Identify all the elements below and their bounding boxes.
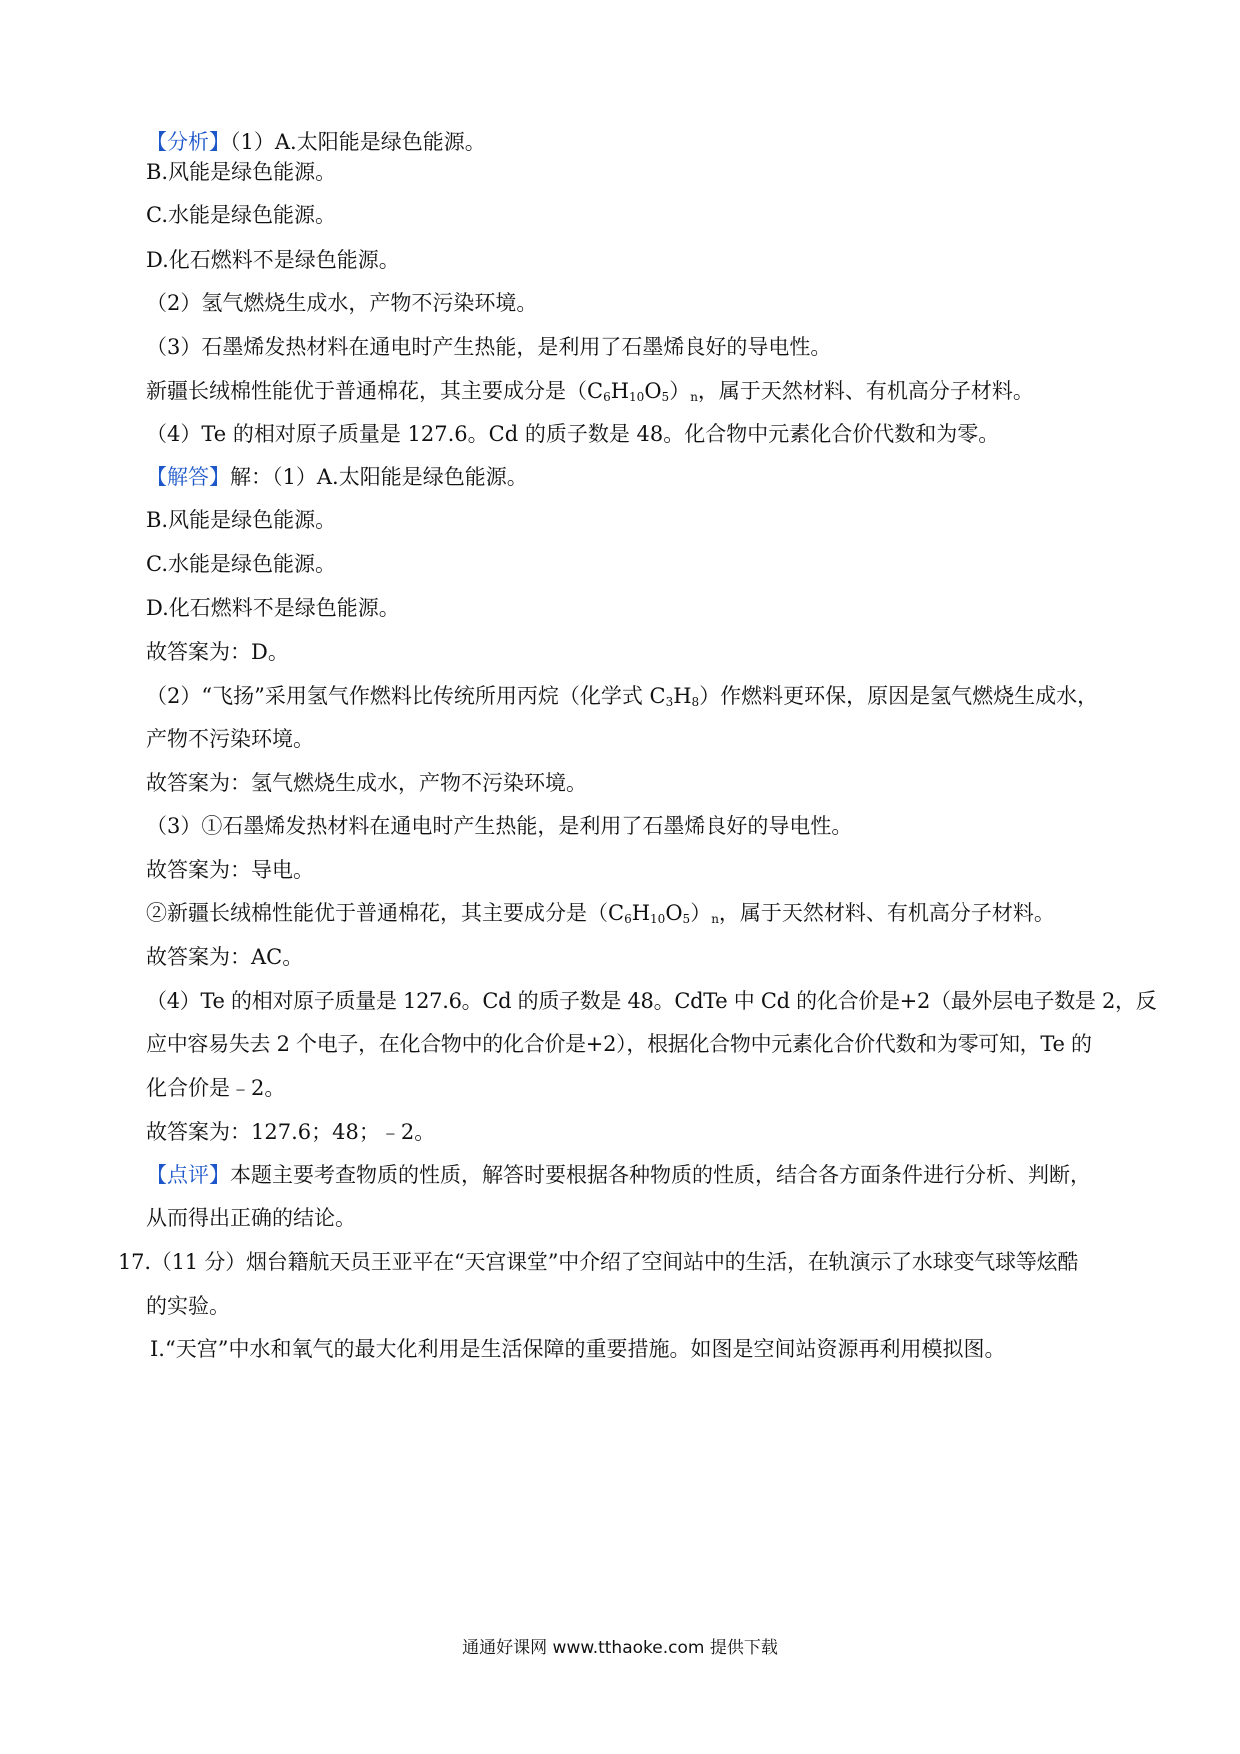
answer-line-6: （2）“飞扬”采用氢气作燃料比传统所用丙烷（化学式 $C_3H_8$）作燃料更环保，原因是氢气燃烧生成水， bbox=[146, 684, 1099, 709]
comment-tag: 【点评】 bbox=[146, 1163, 230, 1187]
analysis-line-1: 【分析】（1）A.太阳能是绿色能源。 bbox=[146, 130, 486, 154]
answer-line-9: （3）①石墨烯发热材料在通电时产生热能，是利用了石墨烯良好的导电性。 bbox=[146, 814, 853, 838]
analysis-line-5: （2）氢气燃烧生成水，产物不污染环境。 bbox=[146, 291, 538, 315]
analysis-line-4: D.化石燃料不是绿色能源。 bbox=[146, 248, 400, 272]
analysis-line-8: （4）Te 的相对原子质量是 127.6。Cd 的质子数是 48。化合物中元素化合价代数和为零。 bbox=[146, 422, 1000, 446]
answer-line-15: 化合价是﹣2。 bbox=[146, 1076, 286, 1100]
answer-line-7: 产物不污染环境。 bbox=[146, 727, 314, 751]
analysis-line-3: C.水能是绿色能源。 bbox=[146, 203, 336, 227]
answer-line-16: 故答案为：127.6；48；﹣2。 bbox=[146, 1120, 436, 1144]
answer-line-8: 故答案为：氢气燃烧生成水，产物不污染环境。 bbox=[146, 771, 587, 795]
page-footer: 通通好课网 www.tthaoke.com 提供下载 bbox=[462, 1638, 778, 1658]
question-17-line-2: 的实验。 bbox=[146, 1294, 230, 1318]
answer-line-12: 故答案为：AC。 bbox=[146, 945, 304, 969]
comment-line-1: 【点评】本题主要考查物质的性质，解答时要根据各种物质的性质，结合各方面条件进行分析、判断， bbox=[146, 1163, 1091, 1187]
question-17-line-3: Ⅰ.“天宫”中水和氧气的最大化利用是生活保障的重要措施。如图是空间站资源再利用模拟图。 bbox=[150, 1337, 1006, 1361]
answer-line-3: C.水能是绿色能源。 bbox=[146, 552, 336, 576]
analysis-line-6: （3）石墨烯发热材料在通电时产生热能，是利用了石墨烯良好的导电性。 bbox=[146, 335, 832, 359]
answer-line-14: 应中容易失去 2 个电子，在化合物中的化合价是+2），根据化合物中元素化合价代数和为零可知，Te 的 bbox=[146, 1032, 1092, 1056]
answer-line-11: ②新疆长绒棉性能优于普通棉花，其主要成分是$(C_6H_{10}O_5)_n$，属于天然材料、有机高分子材料。 bbox=[146, 901, 1055, 926]
answer-line-5: 故答案为：D。 bbox=[146, 640, 289, 664]
answer-line-10: 故答案为：导电。 bbox=[146, 858, 314, 882]
answer-line-2: B.风能是绿色能源。 bbox=[146, 508, 337, 532]
analysis-line-7: 新疆长绒棉性能优于普通棉花，其主要成分是$(C_6H_{10}O_5)_n$，属于天然材料、有机高分子材料。 bbox=[146, 379, 1034, 404]
analysis-tag: 【分析】 bbox=[146, 130, 230, 154]
answer-line-4: D.化石燃料不是绿色能源。 bbox=[146, 596, 400, 620]
answer-tag: 【解答】 bbox=[146, 465, 230, 489]
comment-line-2: 从而得出正确的结论。 bbox=[146, 1206, 356, 1230]
answer-line-1: 【解答】解：（1）A.太阳能是绿色能源。 bbox=[146, 465, 528, 489]
answer-line-13: （4）Te 的相对原子质量是 127.6。Cd 的质子数是 48。CdTe 中 Cd 的化合价是+2（最外层电子数是 2，反 bbox=[146, 989, 1157, 1013]
question-17-line-1: 17.（11 分）烟台籍航天员王亚平在“天宫课堂”中介绍了空间站中的生活，在轨演示了水球变气球等炫酷 bbox=[118, 1250, 1079, 1274]
analysis-line-2: B.风能是绿色能源。 bbox=[146, 160, 337, 184]
